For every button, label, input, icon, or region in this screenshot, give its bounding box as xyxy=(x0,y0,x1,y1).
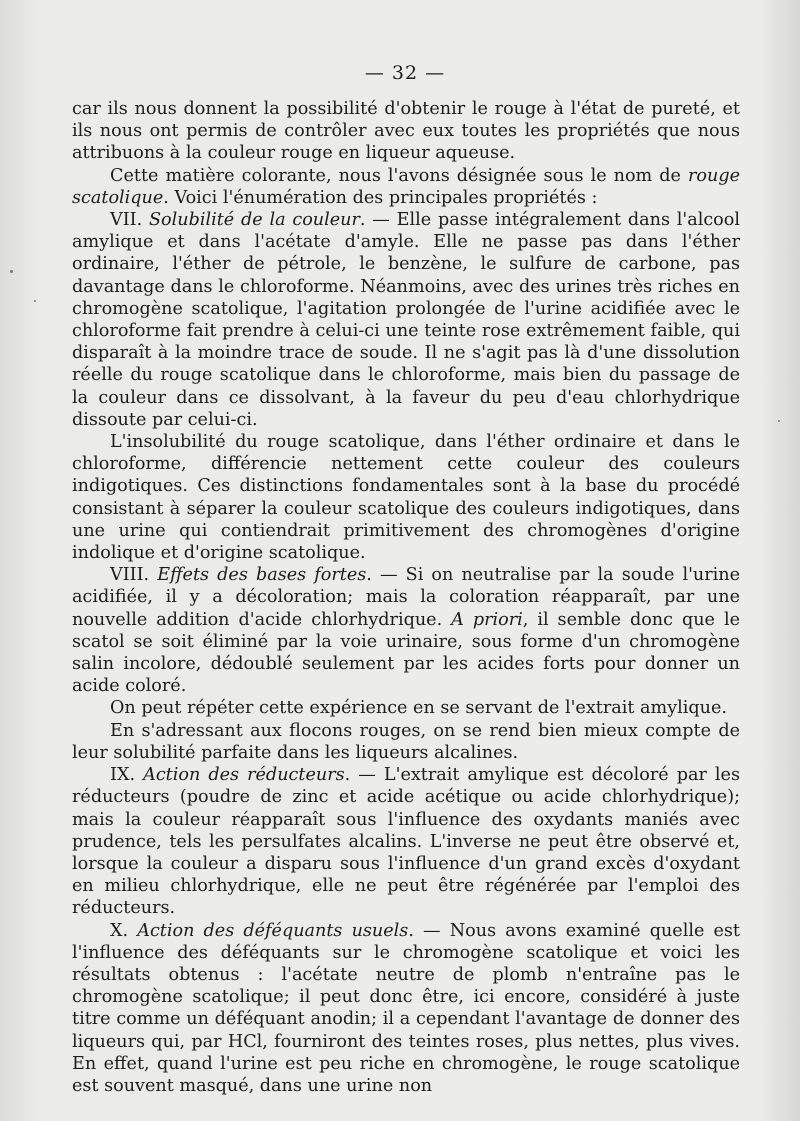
paragraph xyxy=(72,165,740,209)
text-run: car ils nous donnent la possibilité d'obtenir le rouge à l'état de pureté, et ils nous ont permis de contrôler avec eux toutes les propriétés que nous attribuons à la couleur rouge en liqueur aqueuse. xyxy=(72,99,740,164)
italic-run: A priori xyxy=(451,609,523,630)
paragraph xyxy=(72,720,740,764)
text-run: En s'adressant aux flocons rouges, on se rend bien mieux compte de leur solubilité parfaite dans les liqueurs alcalines. xyxy=(72,720,740,763)
paper-speck xyxy=(778,420,780,422)
body-text xyxy=(72,98,740,1097)
italic-run: Action des déféquants usuels xyxy=(137,920,409,941)
paragraph xyxy=(72,564,740,697)
paragraph xyxy=(72,98,740,165)
text-run: . Voici l'énumération des principales propriétés : xyxy=(163,187,598,208)
text-run: Cette matière colorante, nous l'avons désignée sous le nom de xyxy=(110,165,688,186)
page-number: — 32 — xyxy=(364,62,446,84)
text-run: VII. xyxy=(110,210,149,231)
italic-run: Effets des bases fortes xyxy=(157,565,367,586)
paragraph xyxy=(72,209,740,431)
text-run: . — L'extrait amylique est décoloré par les réducteurs (poudre de zinc et acide acétique ou acide chlorhydrique); mais la couleur réapparaît sous l'influence des oxydants maniés avec prudence, tels les persulfates alcalins. L'inverse ne peut être observé et, lorsque la couleur a disparu sous l'influence d'un grand excès d'oxydant en milieu chlorhydrique, elle ne peut être régénérée par l'emploi des réducteurs. xyxy=(72,765,740,919)
italic-run: Action des réducteurs xyxy=(143,765,345,786)
text-run: X. xyxy=(110,920,138,941)
paper-speck xyxy=(10,270,13,273)
text-run: VIII. xyxy=(110,565,158,586)
paper-speck xyxy=(34,300,36,302)
paragraph xyxy=(72,764,740,919)
italic-run: rouge scatolique xyxy=(72,165,740,208)
text-run: . — Nous avons examiné quelle est l'influence des déféquants sur le chromogène scatolique et voici les résultats obtenus : l'acétate neutre de plomb n'entraîne pas le chromogène scatolique; il peut donc être, ici encore, considéré à juste titre comme un déféquant anodin; il a cependant l'avantage de donner des liqueurs qui, par HCl, fourniront des teintes roses, plus nettes, plus vives. En effet, quand l'urine est peu riche en chromogène, le rouge scatolique est souvent masqué, dans une urine non xyxy=(72,920,741,1096)
text-run: . — Elle passe intégralement dans l'alcool amylique et dans l'acétate d'amyle. Elle ne passe pas dans l'éther ordinaire, l'éther de pétrole, le benzène, le sulfure de carbone, pas davantage dans le chloroforme. Néanmoins, avec des urines très riches en chromogène scatolique, l'agitation prolongée de l'urine acidifiée avec le chloroforme fait prendre à celui-ci une teinte rose extrêmement faible, qui disparaît à la moindre trace de soude. Il ne s'agit pas là d'une dissolution réelle du rouge scatolique dans le chloroforme, mais bien du passage de la couleur dans ce dissolvant, à la faveur du peu d'eau chlorhydrique dissoute par celui-ci. xyxy=(72,210,740,430)
text-run: . — Si on neutralise par la soude l'urine acidifiée, il y a décoloration; mais la coloration réapparaît, par une nouvelle addition d'acide chlorhydrique. xyxy=(72,565,741,630)
text-run: L'insolubilité du rouge scatolique, dans l'éther ordinaire et dans le chloroforme, différencie nettement cette couleur des couleurs indigotiques. Ces distinctions fondamentales sont à la base du procédé consistant à séparer la couleur scatolique des couleurs indigotiques, dans une urine qui contiendrait primitivement des chromogènes d'origine indolique et d'origine scatolique. xyxy=(72,432,740,564)
text-run: IX. xyxy=(110,765,144,786)
paragraph xyxy=(72,431,740,564)
paragraph xyxy=(72,920,740,1098)
paragraph xyxy=(72,697,740,719)
text-run: , il semble donc que le scatol se soit éliminé par la voie urinaire, sous forme d'un chromogène salin incolore, dédoublé seulement par les acides forts pour donner un acide coloré. xyxy=(72,609,740,697)
italic-run: Solubilité de la couleur xyxy=(148,210,360,231)
text-run: On peut répéter cette expérience en se servant de l'extrait amylique. xyxy=(110,698,727,719)
